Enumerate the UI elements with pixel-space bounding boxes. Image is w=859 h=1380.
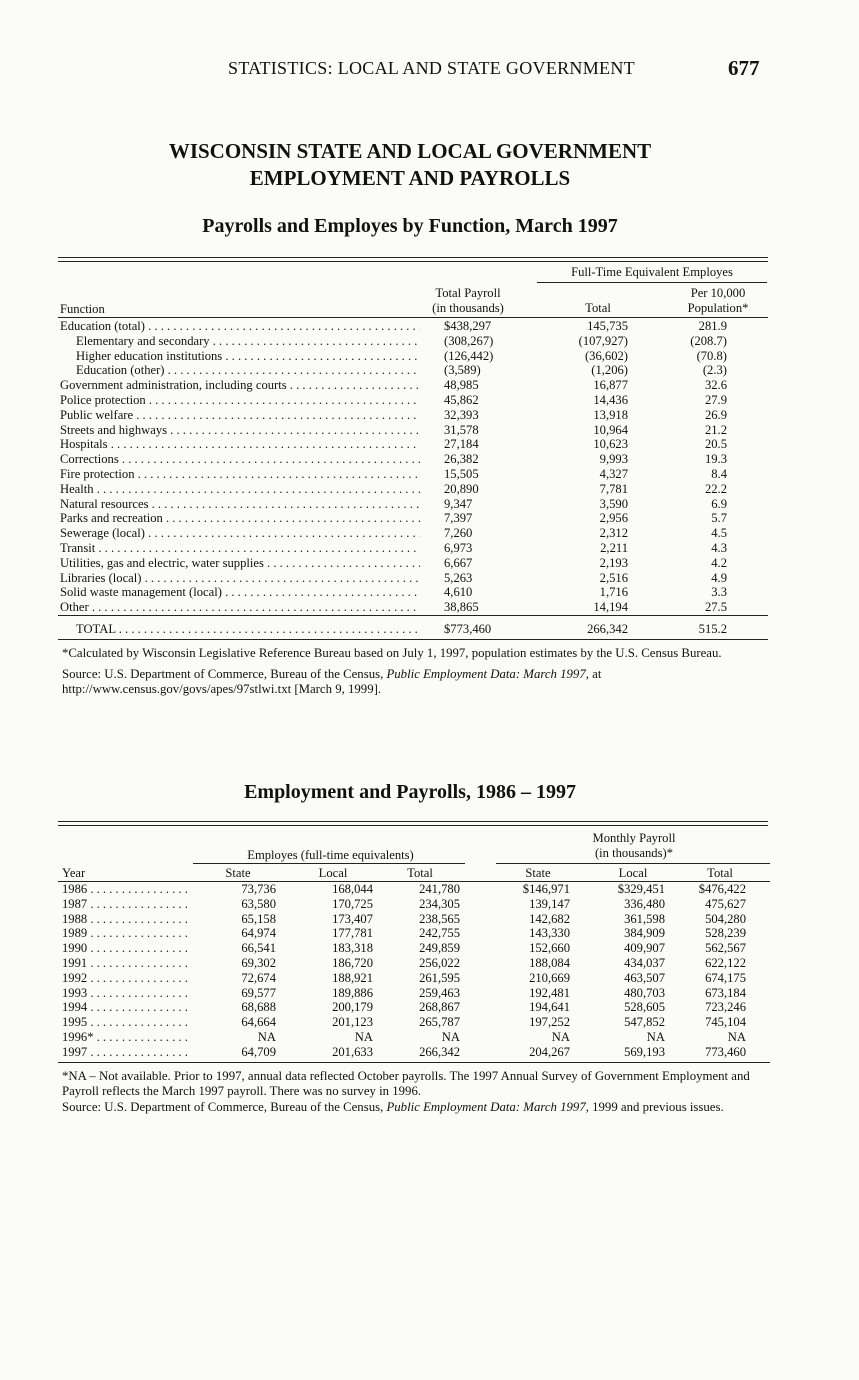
total-label: TOTAL . . . bbox=[76, 620, 420, 638]
table-row bbox=[58, 437, 768, 452]
function-label: Corrections . . . bbox=[60, 452, 420, 467]
table-row bbox=[58, 986, 770, 1001]
per-10000-cell: 4.5 bbox=[711, 526, 727, 541]
function-label: Utilities, gas and electric, water supplies . . . bbox=[60, 556, 420, 571]
emp-local-cell: 189,886 bbox=[332, 985, 373, 1000]
pay-state-cell: 197,252 bbox=[529, 1015, 570, 1030]
emp-total-cell: 249,859 bbox=[419, 941, 460, 956]
pay-total-cell: 528,239 bbox=[705, 926, 746, 941]
payroll-cell: 26,382 bbox=[444, 452, 479, 467]
pay-local-cell: 528,605 bbox=[624, 1000, 665, 1015]
divider bbox=[193, 863, 465, 864]
payroll-cell: 6,973 bbox=[444, 540, 473, 555]
pay-local-cell: 336,480 bbox=[624, 896, 665, 911]
emp-local-cell: 188,921 bbox=[332, 970, 373, 985]
year-cell: 1995 . . . bbox=[62, 1015, 192, 1030]
per-10000-cell: 4.3 bbox=[711, 540, 727, 555]
table-row bbox=[58, 941, 770, 956]
table1-body bbox=[58, 319, 768, 615]
year-cell: 1997 . . . bbox=[62, 1045, 192, 1060]
fte-total-cell: 10,964 bbox=[593, 422, 628, 437]
pay-total-cell: $476,422 bbox=[698, 882, 746, 896]
table-row bbox=[58, 349, 768, 364]
payroll-cell: $438,297 bbox=[444, 319, 492, 333]
emp-total-cell: 259,463 bbox=[419, 985, 460, 1000]
payroll-cell: 38,865 bbox=[444, 600, 479, 615]
table-row bbox=[58, 393, 768, 408]
pay-local-cell: 547,852 bbox=[624, 1015, 665, 1030]
function-label: Libraries (local) . . . bbox=[60, 571, 420, 586]
emp-state-cell: 69,577 bbox=[241, 985, 276, 1000]
pay-local-cell: 409,907 bbox=[624, 941, 665, 956]
pay-total-cell: 773,460 bbox=[705, 1044, 746, 1059]
table-row bbox=[58, 1015, 770, 1030]
table2-source bbox=[62, 1100, 782, 1115]
table-row bbox=[58, 1030, 770, 1045]
pay-state-cell: 210,669 bbox=[529, 970, 570, 985]
table-row bbox=[58, 556, 768, 571]
year-cell: 1994 . . . bbox=[62, 1000, 192, 1015]
function-label: Government administration, including courts . . . bbox=[60, 378, 420, 393]
page-title-line: WISCONSIN STATE AND LOCAL GOVERNMENT bbox=[168, 139, 652, 163]
running-head-part: OCAL AND bbox=[348, 58, 448, 78]
function-label: Parks and recreation . . . bbox=[60, 511, 420, 526]
year-cell: 1988 . . . bbox=[62, 912, 192, 927]
col-header-function: Function bbox=[60, 302, 105, 316]
per-10000-cell: 281.9 bbox=[698, 319, 727, 333]
table-row bbox=[58, 408, 768, 423]
col-header-line: Monthly Payroll bbox=[592, 831, 676, 845]
col-header-total: Total bbox=[585, 301, 611, 315]
running-head-part: S bbox=[447, 58, 458, 78]
function-label: Health . . . bbox=[60, 482, 420, 497]
col-group-monthly-payroll bbox=[498, 831, 770, 861]
function-label: Hospitals . . . bbox=[60, 437, 420, 452]
fte-total-cell: 2,211 bbox=[600, 540, 628, 555]
fte-total-cell: 1,716 bbox=[599, 585, 628, 600]
table1-header bbox=[58, 264, 768, 319]
emp-state-cell: 72,674 bbox=[241, 970, 276, 985]
fte-total-cell: (107,927) bbox=[578, 333, 628, 348]
fte-total-cell: 3,590 bbox=[599, 496, 628, 511]
payroll-cell: 7,397 bbox=[444, 511, 473, 526]
emp-state-cell: 68,688 bbox=[241, 1000, 276, 1015]
year-cell: 1996* . . . bbox=[62, 1030, 192, 1045]
payroll-cell: (3,589) bbox=[444, 363, 481, 378]
fte-total-cell: (1,206) bbox=[591, 363, 628, 378]
table-row bbox=[58, 526, 768, 541]
pay-local-cell: $329,451 bbox=[617, 882, 665, 896]
table-row bbox=[58, 541, 768, 556]
table-row bbox=[58, 585, 768, 600]
function-label: Public welfare . . . bbox=[60, 408, 420, 423]
col-header-year: Year bbox=[62, 866, 86, 880]
function-label: Elementary and secondary . . . bbox=[76, 334, 420, 349]
emp-total-cell: 268,867 bbox=[419, 1000, 460, 1015]
per-10000-cell: 5.7 bbox=[711, 511, 727, 526]
table2-employment-and-payrolls bbox=[58, 828, 770, 1063]
year-cell: 1987 . . . bbox=[62, 897, 192, 912]
emp-local-cell: 177,781 bbox=[332, 926, 373, 941]
col-header-emp-total: Total bbox=[407, 866, 433, 880]
col-header-line: Per 10,000 bbox=[690, 286, 746, 300]
pay-local-cell: 384,909 bbox=[624, 926, 665, 941]
table-row bbox=[58, 482, 768, 497]
emp-total-cell: 242,755 bbox=[419, 926, 460, 941]
fte-total-cell: 13,918 bbox=[593, 407, 628, 422]
col-group-employes: Employes (full-time equivalents) bbox=[247, 848, 414, 862]
per-10000-cell: 20.5 bbox=[704, 437, 727, 452]
year-cell: 1992 . . . bbox=[62, 971, 192, 986]
source-text: Source: U.S. Department of Commerce, Bureau of the Census, bbox=[62, 667, 387, 681]
table-row bbox=[58, 467, 768, 482]
table-row bbox=[58, 452, 768, 467]
pay-local-cell: 480,703 bbox=[624, 985, 665, 1000]
pay-total-cell: 723,246 bbox=[705, 1000, 746, 1015]
function-label: Sewerage (local) . . . bbox=[60, 526, 420, 541]
payroll-cell: 48,985 bbox=[444, 378, 479, 393]
table-row bbox=[58, 1000, 770, 1015]
pay-state-cell: NA bbox=[551, 1029, 570, 1044]
divider bbox=[537, 282, 767, 283]
function-label: Higher education institutions . . . bbox=[76, 349, 420, 364]
fte-total-cell: 2,312 bbox=[599, 526, 628, 541]
per-10000-cell: 4.9 bbox=[711, 570, 727, 585]
running-head-part: TATE bbox=[457, 58, 506, 78]
fte-total-cell: 145,735 bbox=[587, 319, 628, 333]
fte-total-cell: 2,193 bbox=[599, 555, 628, 570]
payroll-cell: 31,578 bbox=[444, 422, 479, 437]
table-row bbox=[58, 1045, 770, 1060]
running-head bbox=[228, 58, 635, 79]
table-row bbox=[58, 600, 768, 615]
payroll-cell: 4,610 bbox=[444, 585, 473, 600]
per-10000-cell: 27.5 bbox=[704, 600, 727, 615]
per-10000-cell: 19.3 bbox=[704, 452, 727, 467]
emp-total-cell: 234,305 bbox=[419, 896, 460, 911]
col-header-line: (in thousands) bbox=[432, 301, 504, 315]
col-header-line: Total Payroll bbox=[435, 286, 501, 300]
table-row bbox=[58, 511, 768, 526]
source-text: 1999 and previous issues. bbox=[588, 1100, 724, 1114]
table2-top-rule bbox=[58, 825, 768, 826]
function-label: Transit . . . bbox=[60, 541, 420, 556]
pay-state-cell: 152,660 bbox=[529, 941, 570, 956]
fte-total-cell: (36,602) bbox=[584, 348, 628, 363]
pay-state-cell: 194,641 bbox=[529, 1000, 570, 1015]
emp-state-cell: 66,541 bbox=[241, 941, 276, 956]
pay-state-cell: $146,971 bbox=[522, 882, 570, 896]
fte-total-cell: 9,993 bbox=[599, 452, 628, 467]
pay-local-cell: 361,598 bbox=[624, 911, 665, 926]
payroll-cell: 9,347 bbox=[444, 496, 473, 511]
source-publication: Public Employment Data: March 1997, bbox=[386, 667, 589, 681]
col-group-fte: Full-Time Equivalent Employes bbox=[571, 265, 733, 279]
pay-local-cell: 434,037 bbox=[624, 955, 665, 970]
table2-footnote: *NA – Not available. Prior to 1997, annual data reflected October payrolls. The 1997 Annual Survey of Government Employment and Payroll reflects the March 1997 payroll. There was no survey in 1996. bbox=[62, 1069, 750, 1098]
col-header-line: (in thousands)* bbox=[594, 846, 673, 860]
col-header-payroll bbox=[398, 286, 538, 316]
table-row bbox=[58, 363, 768, 378]
fte-total-cell: 14,194 bbox=[593, 600, 628, 615]
per-10000-cell: 21.2 bbox=[704, 422, 727, 437]
fte-total-cell: 10,623 bbox=[593, 437, 628, 452]
payroll-cell: 32,393 bbox=[444, 407, 479, 422]
function-label: Education (total) . . . bbox=[60, 319, 420, 334]
emp-total-cell: 261,595 bbox=[419, 970, 460, 985]
pay-total-cell: 674,175 bbox=[705, 970, 746, 985]
pay-total-cell: 745,104 bbox=[705, 1015, 746, 1030]
per-10000-cell: 6.9 bbox=[711, 496, 727, 511]
payroll-cell: 5,263 bbox=[444, 570, 473, 585]
pay-local-cell: 569,193 bbox=[624, 1044, 665, 1059]
table2-body bbox=[58, 882, 770, 1060]
function-label: Natural resources . . . bbox=[60, 497, 420, 512]
payroll-cell: 7,260 bbox=[444, 526, 473, 541]
table1-total-row bbox=[58, 620, 768, 638]
table1-top-rule bbox=[58, 257, 768, 258]
emp-local-cell: 170,725 bbox=[332, 896, 373, 911]
table2-top-rule bbox=[58, 821, 768, 822]
pay-total-cell: 562,567 bbox=[705, 941, 746, 956]
table2-header bbox=[58, 828, 770, 882]
col-header-per-10000 bbox=[663, 286, 773, 316]
table-row bbox=[58, 378, 768, 393]
payroll-cell: 20,890 bbox=[444, 481, 479, 496]
total-employes: 266,342 bbox=[587, 621, 628, 636]
page-number: 677 bbox=[728, 56, 760, 80]
per-10000-cell: 4.2 bbox=[711, 555, 727, 570]
per-10000-cell: 27.9 bbox=[704, 392, 727, 407]
col-header-emp-state: State bbox=[225, 866, 251, 880]
year-cell: 1991 . . . bbox=[62, 956, 192, 971]
source-publication: Public Employment Data: March 1997, bbox=[386, 1100, 589, 1114]
divider bbox=[58, 639, 768, 640]
col-header-pay-local: Local bbox=[618, 866, 648, 880]
per-10000-cell: 8.4 bbox=[711, 466, 727, 481]
emp-state-cell: 65,158 bbox=[241, 911, 276, 926]
per-10000-cell: (208.7) bbox=[690, 333, 727, 348]
year-cell: 1986 . . . bbox=[62, 882, 192, 897]
table-row bbox=[58, 956, 770, 971]
per-10000-cell: 3.3 bbox=[711, 585, 727, 600]
emp-state-cell: 73,736 bbox=[241, 882, 276, 896]
pay-total-cell: 504,280 bbox=[705, 911, 746, 926]
page-title-line: EMPLOYMENT AND PAYROLLS bbox=[249, 166, 571, 190]
emp-state-cell: 64,709 bbox=[241, 1044, 276, 1059]
per-10000-cell: 26.9 bbox=[704, 407, 727, 422]
table-row bbox=[58, 897, 770, 912]
pay-local-cell: 463,507 bbox=[624, 970, 665, 985]
emp-state-cell: 63,580 bbox=[241, 896, 276, 911]
payroll-cell: (126,442) bbox=[444, 348, 494, 363]
total-payroll: $773,460 bbox=[444, 621, 492, 636]
table-row bbox=[58, 571, 768, 586]
fte-total-cell: 2,516 bbox=[599, 570, 628, 585]
divider bbox=[58, 317, 768, 318]
emp-local-cell: 183,318 bbox=[332, 941, 373, 956]
table1-payrolls-by-function bbox=[58, 264, 768, 640]
table-row bbox=[58, 334, 768, 349]
table2-title: Employment and Payrolls, 1986 – 1997 bbox=[244, 781, 576, 803]
table-row bbox=[58, 497, 768, 512]
emp-total-cell: 266,342 bbox=[419, 1044, 460, 1059]
emp-total-cell: 241,780 bbox=[419, 882, 460, 896]
divider bbox=[496, 863, 770, 864]
running-head-part: OVERNMENT bbox=[519, 58, 635, 78]
table1-title: Payrolls and Employes by Function, March 1997 bbox=[202, 215, 618, 237]
pay-state-cell: 139,147 bbox=[529, 896, 570, 911]
emp-total-cell: 265,787 bbox=[419, 1015, 460, 1030]
table-row bbox=[58, 882, 770, 897]
payroll-cell: 45,862 bbox=[444, 392, 479, 407]
col-header-pay-total: Total bbox=[707, 866, 733, 880]
table-row bbox=[58, 926, 770, 941]
pay-total-cell: NA bbox=[727, 1029, 746, 1044]
pay-state-cell: 192,481 bbox=[529, 985, 570, 1000]
emp-total-cell: 256,022 bbox=[419, 955, 460, 970]
table-row bbox=[58, 971, 770, 986]
table-row bbox=[58, 319, 768, 334]
pay-total-cell: 622,122 bbox=[705, 955, 746, 970]
function-label: Streets and highways . . . bbox=[60, 423, 420, 438]
emp-total-cell: 238,565 bbox=[419, 911, 460, 926]
total-per-10000: 515.2 bbox=[698, 621, 727, 636]
page-title bbox=[60, 138, 760, 192]
function-label: Fire protection . . . bbox=[60, 467, 420, 482]
col-header-emp-local: Local bbox=[318, 866, 348, 880]
fte-total-cell: 2,956 bbox=[599, 511, 628, 526]
divider bbox=[58, 1062, 770, 1063]
fte-total-cell: 7,781 bbox=[599, 481, 628, 496]
emp-local-cell: 200,179 bbox=[332, 1000, 373, 1015]
fte-total-cell: 16,877 bbox=[593, 378, 628, 393]
emp-local-cell: 201,633 bbox=[332, 1044, 373, 1059]
function-label: Other . . . bbox=[60, 600, 420, 615]
pay-state-cell: 188,084 bbox=[529, 955, 570, 970]
pay-total-cell: 475,627 bbox=[705, 896, 746, 911]
running-head-part: G bbox=[505, 58, 520, 78]
table-row bbox=[58, 423, 768, 438]
year-cell: 1990 . . . bbox=[62, 941, 192, 956]
payroll-cell: 27,184 bbox=[444, 437, 479, 452]
emp-local-cell: 168,044 bbox=[332, 882, 373, 896]
per-10000-cell: 32.6 bbox=[704, 378, 727, 393]
emp-local-cell: 201,123 bbox=[332, 1015, 373, 1030]
col-header-line: Population* bbox=[687, 301, 749, 315]
pay-state-cell: 142,682 bbox=[529, 911, 570, 926]
function-label: Education (other) . . . bbox=[76, 363, 420, 378]
table1-source bbox=[62, 667, 782, 697]
pay-state-cell: 204,267 bbox=[529, 1044, 570, 1059]
pay-state-cell: 143,330 bbox=[529, 926, 570, 941]
per-10000-cell: 22.2 bbox=[704, 481, 727, 496]
function-label: Police protection . . . bbox=[60, 393, 420, 408]
fte-total-cell: 4,327 bbox=[599, 466, 628, 481]
emp-local-cell: 173,407 bbox=[332, 911, 373, 926]
emp-total-cell: NA bbox=[441, 1029, 460, 1044]
running-head-part: L bbox=[337, 58, 349, 78]
year-cell: 1989 . . . bbox=[62, 926, 192, 941]
pay-total-cell: 673,184 bbox=[705, 985, 746, 1000]
divider bbox=[58, 615, 768, 616]
running-head-part: S bbox=[228, 58, 239, 78]
col-header-pay-state: State bbox=[525, 866, 551, 880]
emp-local-cell: NA bbox=[354, 1029, 373, 1044]
payroll-cell: 15,505 bbox=[444, 466, 479, 481]
source-text: Source: U.S. Department of Commerce, Bureau of the Census, bbox=[62, 1100, 387, 1114]
year-cell: 1993 . . . bbox=[62, 986, 192, 1001]
table-row bbox=[58, 912, 770, 927]
payroll-cell: (308,267) bbox=[444, 333, 494, 348]
fte-total-cell: 14,436 bbox=[593, 392, 628, 407]
emp-state-cell: 64,664 bbox=[241, 1015, 276, 1030]
pay-local-cell: NA bbox=[646, 1029, 665, 1044]
source-text: at http://www.census.gov/govs/apes/97stlwi.txt [March 9, 1999]. bbox=[62, 667, 602, 696]
running-head-part: TATISTICS: bbox=[238, 58, 338, 78]
table1-footnote: *Calculated by Wisconsin Legislative Reference Bureau based on July 1, 1997, population estimates by the U.S. Census Bureau. bbox=[62, 646, 722, 660]
per-10000-cell: (2.3) bbox=[702, 363, 727, 378]
emp-state-cell: 64,974 bbox=[241, 926, 276, 941]
per-10000-cell: (70.8) bbox=[696, 348, 727, 363]
emp-local-cell: 186,720 bbox=[332, 955, 373, 970]
payroll-cell: 6,667 bbox=[444, 555, 473, 570]
emp-state-cell: 69,302 bbox=[241, 955, 276, 970]
emp-state-cell: NA bbox=[257, 1029, 276, 1044]
function-label: Solid waste management (local) . . . bbox=[60, 585, 420, 600]
table1-top-rule bbox=[58, 261, 768, 262]
